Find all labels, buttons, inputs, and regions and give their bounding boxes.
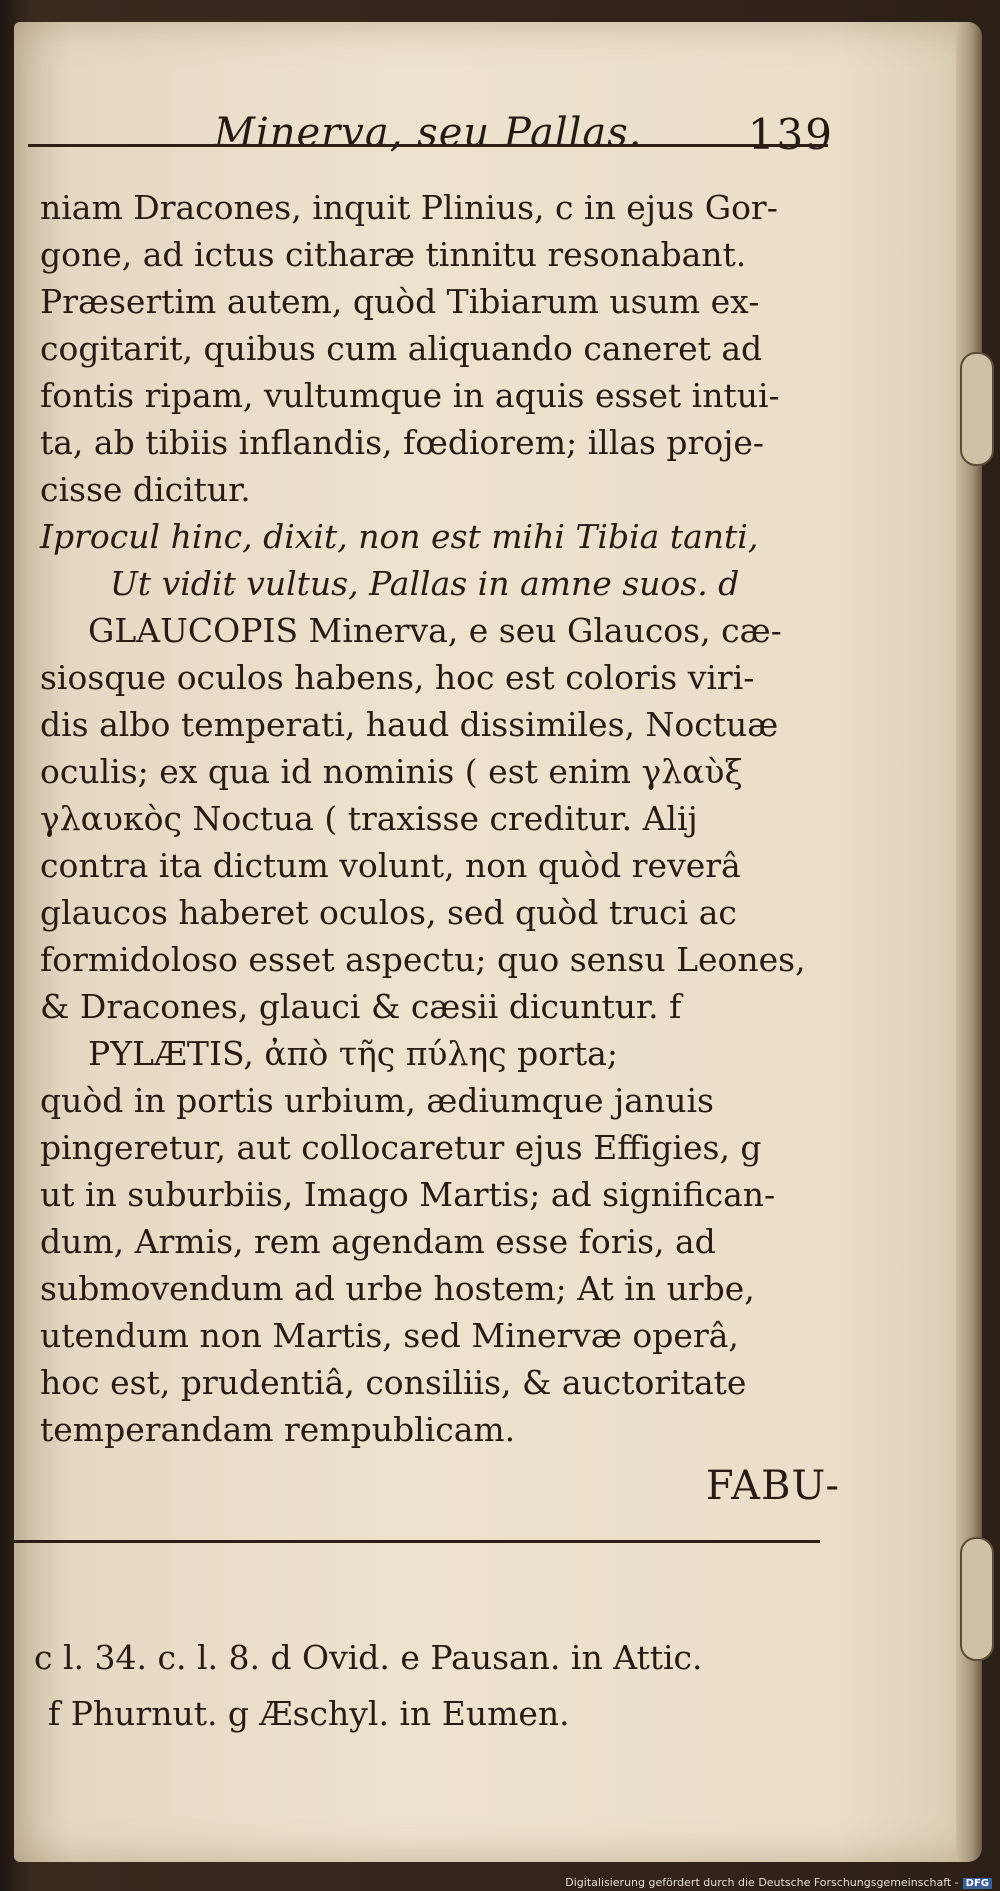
dfg-logo: DFG bbox=[963, 1878, 992, 1889]
text-line: siosque oculos habens, hoc est coloris viri- bbox=[40, 658, 755, 697]
text-line: γλαυκὸς Noctua ( traxisse creditur. Alij bbox=[40, 799, 698, 838]
text-line: dum, Armis, rem agendam esse foris, ad bbox=[40, 1222, 716, 1261]
page-header bbox=[74, 102, 834, 172]
text-line: oculis; ex qua id nominis ( est enim γλαὺξ bbox=[40, 752, 743, 791]
text-line: PYLÆTIS, ἀπὸ τῆς πύλης porta; bbox=[88, 1034, 618, 1073]
text-line: & Dracones, glauci & cæsii dicuntur. f bbox=[40, 987, 682, 1026]
text-line: submovendum ad urbe hostem; At in urbe, bbox=[40, 1269, 755, 1308]
book-page bbox=[14, 22, 980, 1862]
verse-line: Ut vidit vultus, Pallas in amne suos. d bbox=[110, 564, 740, 603]
text-line: niam Dracones, inquit Plinius, c in ejus Gor- bbox=[40, 188, 778, 227]
text-line: temperandam rempublicam. bbox=[40, 1410, 516, 1449]
text-line: utendum non Martis, sed Minervæ operâ, bbox=[40, 1316, 739, 1355]
text-line: quòd in portis urbium, ædiumque januis bbox=[40, 1081, 714, 1120]
page-tab-marker bbox=[960, 352, 994, 466]
text-line: pingeretur, aut collocaretur ejus Effigies, g bbox=[40, 1128, 762, 1167]
text-line: Præsertim autem, quòd Tibiarum usum ex- bbox=[40, 282, 760, 321]
text-line: formidoloso esset aspectu; quo sensu Leones, bbox=[40, 940, 806, 979]
digitization-credit bbox=[565, 1876, 992, 1889]
header-rule bbox=[28, 144, 828, 147]
running-head: Minerva, seu Pallas. bbox=[214, 110, 643, 156]
verse-line: Iprocul hinc, dixit, non est mihi Tibia tanti, bbox=[40, 517, 759, 556]
footnote-line: f Phurnut. g Æschyl. in Eumen. bbox=[48, 1694, 570, 1733]
text-line: dis albo temperati, haud dissimiles, Noctuæ bbox=[40, 705, 779, 744]
footnotes bbox=[34, 1630, 834, 1742]
text-line: fontis ripam, vultumque in aquis esset intui- bbox=[40, 376, 780, 415]
text-line: ta, ab tibiis inflandis, fœdiorem; illas proje- bbox=[40, 423, 765, 462]
text-line: GLAUCOPIS Minerva, e seu Glaucos, cæ- bbox=[88, 611, 782, 650]
credit-text: Digitalisierung gefördert durch die Deutsche Forschungsgemeinschaft - bbox=[565, 1876, 959, 1889]
body-text bbox=[40, 184, 840, 1510]
text-line: hoc est, prudentiâ, consiliis, & auctoritate bbox=[40, 1363, 747, 1402]
text-line: cogitarit, quibus cum aliquando caneret ad bbox=[40, 329, 763, 368]
footnote-rule bbox=[14, 1540, 820, 1543]
footnote-line: c l. 34. c. l. 8. d Ovid. e Pausan. in Attic. bbox=[34, 1638, 703, 1677]
text-line: glaucos haberet oculos, sed quòd truci ac bbox=[40, 893, 737, 932]
text-line: contra ita dictum volunt, non quòd reverâ bbox=[40, 846, 741, 885]
text-line: ut in suburbiis, Imago Martis; ad significan- bbox=[40, 1175, 776, 1214]
text-line: gone, ad ictus citharæ tinnitu resonabant. bbox=[40, 235, 747, 274]
page-tab-marker bbox=[960, 1537, 994, 1661]
text-line: cisse dicitur. bbox=[40, 470, 251, 509]
page-number: 139 bbox=[747, 110, 834, 159]
catchword: FABU- bbox=[705, 1463, 840, 1509]
